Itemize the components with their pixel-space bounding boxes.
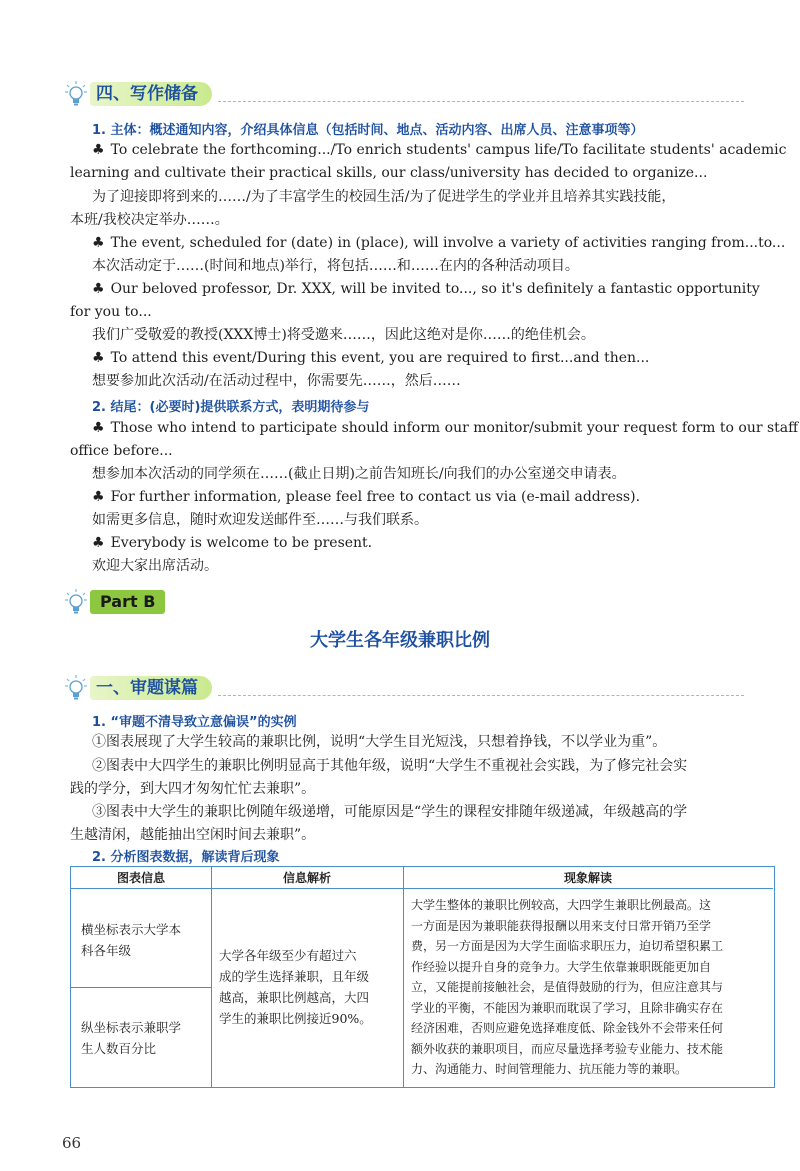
text-line: 本班/我校决定举办……。 <box>70 212 229 228</box>
section-title: 四、写作储备 <box>90 82 212 106</box>
part-b-title: 大学生各年级兼职比例 <box>310 630 490 651</box>
part-b-label: Part B <box>90 590 165 614</box>
text-line: 欢迎大家出席活动。 <box>92 558 218 574</box>
text-line: learning and cultivate their practical skills, our class/university has decided to organize... <box>70 165 708 181</box>
club-bullet-icon: ♣ <box>92 350 105 366</box>
table-header: 现象解读 <box>403 867 773 889</box>
text-line: 生越清闲，越能抽出空闲时间去兼职”。 <box>70 827 316 843</box>
analysis-table <box>70 866 775 1088</box>
text-line: 想要参加此次活动/在活动过程中，你需要先……，然后…… <box>92 373 461 389</box>
point-heading: 2. 分析图表数据，解读背后现象 <box>92 850 280 865</box>
table-divider <box>71 987 211 988</box>
text-line: 如需更多信息，随时欢迎发送邮件至……与我们联系。 <box>92 512 428 528</box>
section-header-writing-prep <box>64 80 744 108</box>
lightbulb-icon <box>64 674 88 702</box>
text-line: ♣ Our beloved professor, Dr. XXX, will be invited to..., so it's definitely a fantastic opportunity <box>92 281 760 297</box>
table-header: 信息解析 <box>211 867 403 889</box>
point-heading: 1. “审题不清导致立意偏误”的实例 <box>92 715 297 730</box>
text-line: ♣ The event, scheduled for (date) in (place), will involve a variety of activities ranging from...to... <box>92 235 786 251</box>
table-cell-analysis: 大学各年级至少有超过六 成的学生选择兼职，且年级 越高，兼职比例越高，大四 学生的兼职比例接近90%。 <box>219 948 372 1026</box>
section-header-analysis <box>64 674 744 702</box>
club-bullet-icon: ♣ <box>92 281 105 297</box>
text-line: 为了迎接即将到来的……/为了丰富学生的校园生活/为了促进学生的学业并且培养其实践技能， <box>92 189 676 205</box>
text-line: ③图表中大学生的兼职比例随年级递增，可能原因是“学生的课程安排随年级递减，年级越高的学 <box>92 804 688 820</box>
table-divider <box>211 867 212 1087</box>
table-divider <box>403 867 404 1087</box>
text-line: for you to... <box>70 304 152 320</box>
text-line: 想参加本次活动的同学须在……(截止日期)之前告知班长/向我们的办公室递交申请表。 <box>92 466 626 482</box>
table-header: 图表信息 <box>71 867 211 889</box>
club-bullet-icon: ♣ <box>92 235 105 251</box>
text-line: 本次活动定于……(时间和地点)举行，将包括……和……在内的各种活动项目。 <box>92 258 579 274</box>
table-cell-info-x: 横坐标表示大学本 科各年级 <box>81 922 182 958</box>
text-line: ②图表中大四学生的兼职比例明显高于其他年级，说明“大学生不重视社会实践，为了修完社会实 <box>92 758 688 774</box>
table-cell-info-y: 纵坐标表示兼职学 生人数百分比 <box>81 1020 182 1056</box>
lightbulb-icon <box>64 80 88 108</box>
club-bullet-icon: ♣ <box>92 142 105 158</box>
divider <box>218 695 744 696</box>
club-bullet-icon: ♣ <box>92 420 105 436</box>
divider <box>218 101 744 102</box>
text-line: ♣ To celebrate the forthcoming.../To enrich students' campus life/To facilitate students' academic <box>92 142 787 158</box>
text-line: 践的学分，到大四才匆匆忙忙去兼职”。 <box>70 781 316 797</box>
section-title: 一、审题谋篇 <box>90 676 212 700</box>
club-bullet-icon: ♣ <box>92 535 105 551</box>
text-line: ♣ Everybody is welcome to be present. <box>92 535 373 551</box>
part-b-header <box>64 588 184 616</box>
club-bullet-icon: ♣ <box>92 489 105 505</box>
page-number: 66 <box>62 1134 82 1152</box>
text-line: ①图表展现了大学生较高的兼职比例，说明“大学生目光短浅，只想着挣钱，不以学业为重”。 <box>92 734 667 750</box>
point-heading: 2. 结尾：(必要时)提供联系方式，表明期待参与 <box>92 400 370 415</box>
text-line: ♣ For further information, please feel free to contact us via (e-mail address). <box>92 489 641 505</box>
lightbulb-icon <box>64 588 88 616</box>
text-line: ♣ Those who intend to participate should inform our monitor/submit your request form to our staff <box>92 420 799 436</box>
point-heading: 1. 主体：概述通知内容，介绍具体信息（包括时间、地点、活动内容、出席人员、注意事项等） <box>92 123 644 138</box>
text-line: 我们广受敬爱的教授(XXX博士)将受邀来……，因此这绝对是你……的绝佳机会。 <box>92 327 595 343</box>
text-line: office before... <box>70 443 173 459</box>
table-cell-interpretation: 大学生整体的兼职比例较高，大四学生兼职比例最高。这 一方面是因为兼职能获得报酬以用来支付日常开销乃至学 费，另一方面是因为大学生面临求职压力，迫切希望积累工 作经验以提升自身的竞争力。大学生依靠兼职既能更加自 立，又能提前接触社会，是值得鼓励的行为，但应注意其与 学业的平衡，不能因为兼职而耽误了学习，且除非确实存在 经济困难，否则应避免选择难度低、除金钱外不会带来任何 额外收获的兼职项目，而应尽量选择考验专业能力、技术能 力、沟通能力、时间管理能力、抗压能力等的兼职。 <box>411 898 724 1076</box>
text-line: ♣ To attend this event/During this event, you are required to first...and then... <box>92 350 650 366</box>
